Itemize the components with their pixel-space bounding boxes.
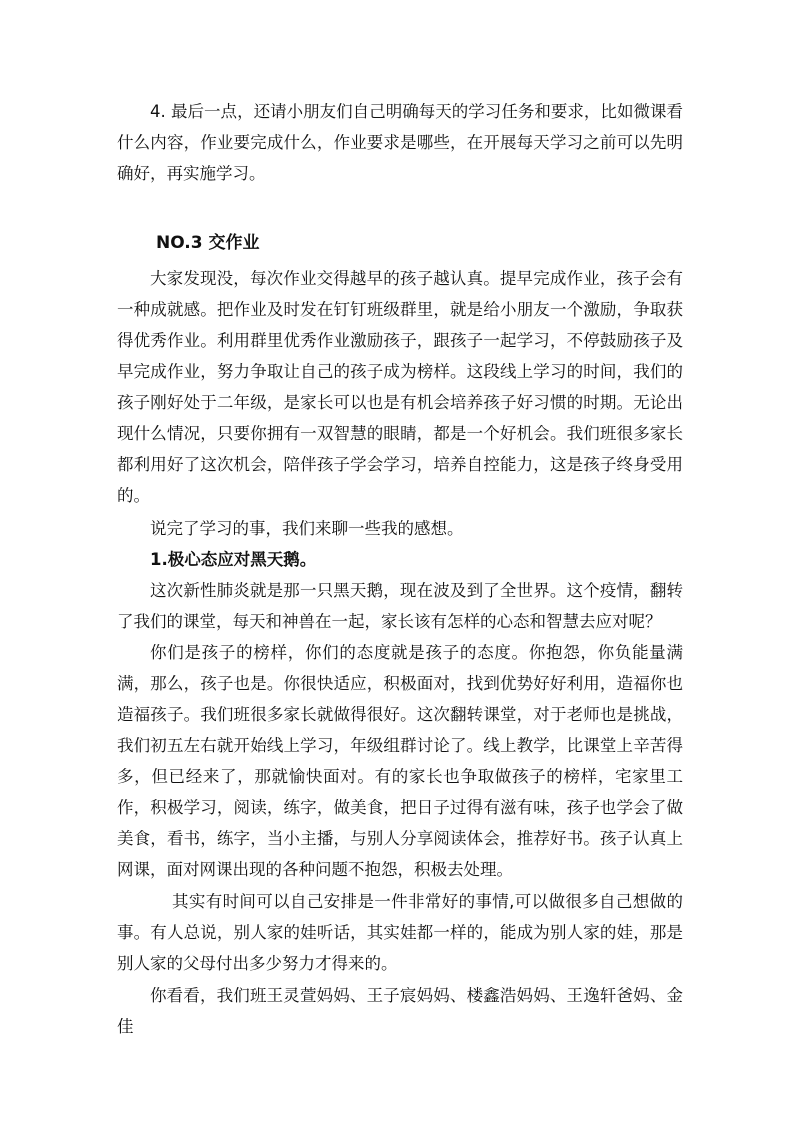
paragraph-transition: 说完了学习的事，我们来聊一些我的感想。 <box>150 519 464 538</box>
paragraph-point-1-a: 这次新性肺炎就是那一只黑天鹅，现在波及到了全世界。这个疫情，翻转了我们的课堂，每天和神兽在一起，家长该有怎样的心态和智慧去应对呢？ <box>117 581 683 631</box>
paragraph-homework: 大家发现没，每次作业交得越早的孩子越认真。提早完成作业，孩子会有一种成就感。把作业及时发在钉钉班级群里，就是给小朋友一个激励，争取获得优秀作业。利用群里优秀作业激励孩子，跟孩子一起学习，不停鼓励孩子及早完成作业，努力争取让自己的孩子成为榜样。这段线上学习的时间，我们的孩子刚好处于二年级，是家长可以也是有机会培养孩子好习惯的时期。无论出现什么情况，只要你拥有一双智慧的眼睛，都是一个好机会。我们班很多家长都利用好了这次机会，陪伴孩子学会学习，培养自控能力，这是孩子终身受用的。 <box>117 269 683 505</box>
paragraph-point-1-d: 你看看，我们班王灵萱妈妈、王子宸妈妈、楼鑫浩妈妈、王逸轩爸妈、金佳 <box>117 986 683 1036</box>
paragraph-point-1-c: 其实有时间可以自己安排是一件非常好的事情,可以做很多自己想做的事。有人总说，别人家的娃听话，其实娃都一样的，能成为别人家的娃，那是别人家的父母付出多少努力才得来的。 <box>117 892 683 973</box>
subheading-point-1: 1.极心态应对黑天鹅。 <box>150 550 317 569</box>
section-heading-homework: NO.3 交作业 <box>156 233 260 253</box>
paragraph-point-4: 4. 最后一点，还请小朋友们自己明确每天的学习任务和要求，比如微课看什么内容，作业要完成什么，作业要求是哪些，在开展每天学习之前可以先明确好，再实施学习。 <box>117 102 683 183</box>
paragraph-point-1-b: 你们是孩子的榜样，你们的态度就是孩子的态度。你抱怨，你负能量满满，那么，孩子也是。你很快适应，积极面对，找到优势好好利用，造福你也造福孩子。我们班很多家长就做得很好。这次翻转课堂，对于老师也是挑战，我们初五左右就开始线上学习，年级组群讨论了。线上教学，比课堂上辛苦得多，但已经来了，那就愉快面对。有的家长也争取做孩子的榜样，宅家里工作，积极学习，阅读，练字，做美食，把日子过得有滋有味，孩子也学会了做美食，看书，练字，当小主播，与别人分享阅读体会，推荐好书。孩子认真上网课，面对网课出现的各种问题不抱怨，积极去处理。 <box>117 643 683 879</box>
